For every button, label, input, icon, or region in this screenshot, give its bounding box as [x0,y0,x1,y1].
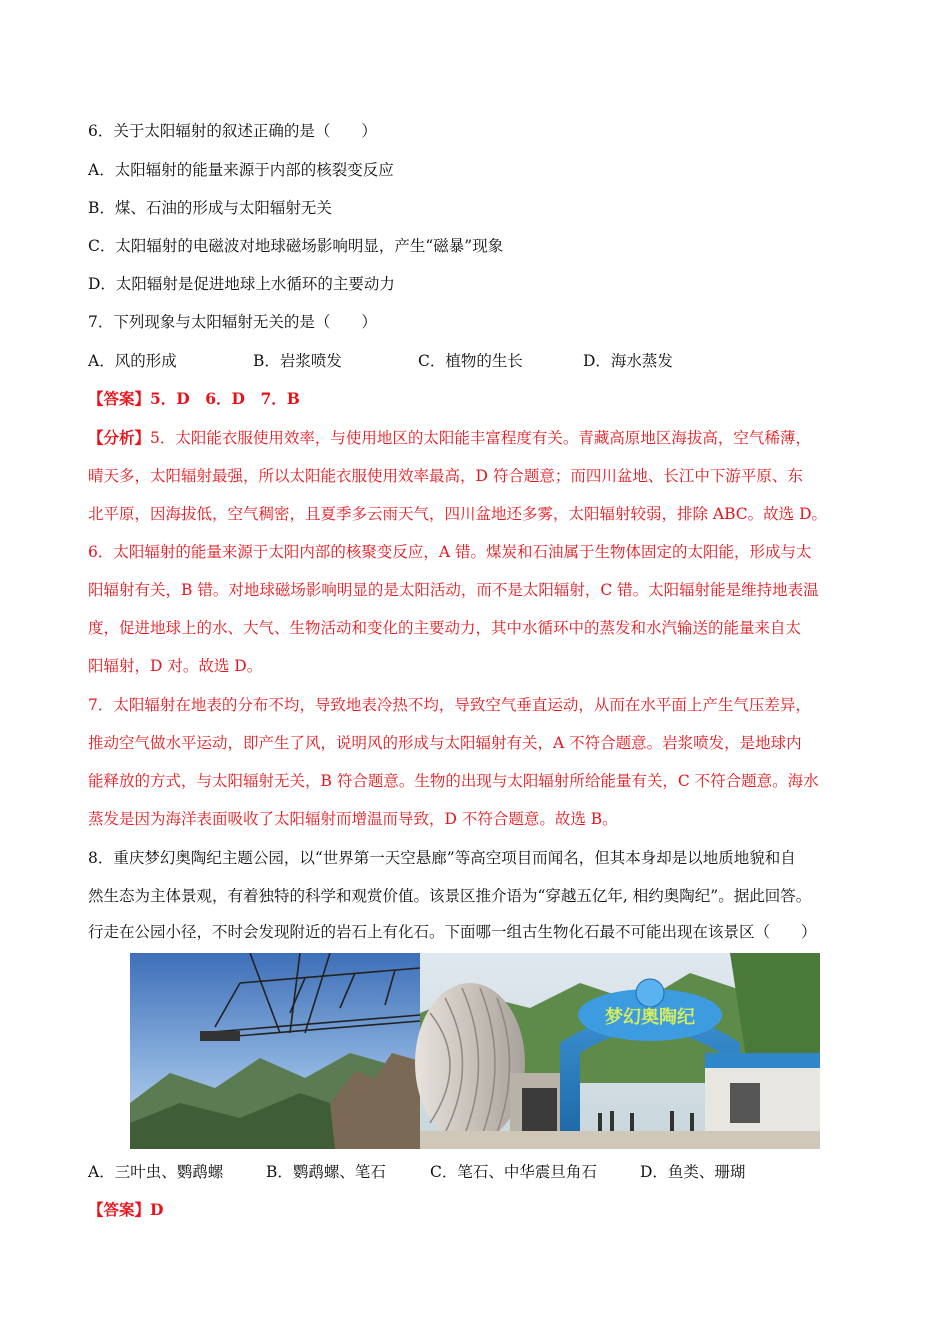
q6-stem: 6．关于太阳辐射的叙述正确的是（ ） [88,122,377,140]
park-entrance-photo [415,953,820,1149]
answer-label: 【答案】 [88,1200,151,1219]
answer-label: 【答案】 [88,389,151,408]
q8-option-a: A．三叶虫、鹦鹉螺 [88,1163,224,1181]
q7-option-b: B．岩浆喷发 [253,352,342,370]
analysis-line-3: 北平原，因海拔低，空气稠密，且夏季多云雨天气，四川盆地还多雾，太阳辐射较弱，排除 ABC。故选 D。 [88,505,828,523]
analysis-line-8: 7．太阳辐射在地表的分布不均，导致地表冷热不均，导致空气垂直运动，从而在水平面上产生气压差异， [88,696,811,714]
analysis-line-5: 阳辐射有关，B 错。对地球磁场影响明显的是太阳活动，而不是太阳辐射，C 错。太阳辐射能是维持地表温 [88,581,819,599]
q7-option-c: C．植物的生长 [418,352,523,370]
answer-text: D [150,1200,164,1219]
q7-option-d: D．海水蒸发 [583,352,673,370]
analysis-label: 【分析】 [88,428,151,447]
park-sign-text: 梦幻奥陶纪 [605,1007,695,1028]
answer-text: 5．D 6．D 7．B [150,389,300,408]
q8-line-2: 然生态为主体景观，有着独特的科学和观赏价值。该景区推介语为“穿越五亿年, 相约奥陶纪”。据此回答。 [88,887,812,905]
q8-line-1: 8．重庆梦幻奥陶纪主题公园，以“世界第一天空悬廊”等高空项目而闻名，但其本身却是以地质地貌和自 [88,849,796,867]
q6-option-c: C．太阳辐射的电磁波对地球磁场影响明显，产生“磁暴”现象 [88,237,504,255]
analysis-line-10: 能释放的方式，与太阳辐射无关，B 符合题意。生物的出现与太阳辐射所给能量有关，C 不符合题意。海水 [88,772,819,790]
q8-options [88,1161,745,1183]
analysis-line-9: 推动空气做水平运动，即产生了风，说明风的形成与太阳辐射有关，A 不符合题意。岩浆喷发，是地球内 [88,734,802,752]
q8-option-d: D．鱼类、珊瑚 [640,1163,746,1181]
analysis-line-4: 6．太阳辐射的能量来源于太阳内部的核聚变反应，A 错。煤炭和石油属于生物体固定的太阳能，形成与太 [88,543,812,561]
q8-line-3: 行走在公园小径，不时会发现附近的岩石上有化石。下面哪一组古生物化石最不可能出现在该景区（ ） [88,923,817,941]
analysis-line-1: 【分析】5．太阳能衣服使用效率，与使用地区的太阳能丰富程度有关。青藏高原地区海拔高，空气稀薄， [88,428,811,447]
analysis-line-6: 度，促进地球上的水、大气、生物活动和变化的主要动力，其中水循环中的蒸发和水汽输送的能量来自太 [88,619,802,637]
q7-stem: 7．下列现象与太阳辐射无关的是（ ） [88,313,377,331]
analysis-line-2: 晴天多，太阳辐射最强，所以太阳能衣服使用效率最高，D 符合题意；而四川盆地、长江中下游平原、东 [88,467,803,485]
q8-option-c: C．笔石、中华震旦角石 [430,1163,597,1181]
analysis-line-7: 阳辐射，D 对。故选 D。 [88,657,263,675]
q6-option-b: B．煤、石油的形成与太阳辐射无关 [88,199,332,217]
q8-option-b: B．鹦鹉螺、笔石 [266,1163,386,1181]
sky-corridor-photo [130,953,420,1149]
q6-option-a: A．太阳辐射的能量来源于内部的核裂变反应 [88,161,394,179]
analysis-line-11: 蒸发是因为海洋表面吸收了太阳辐射而增温而导致，D 不符合题意。故选 B。 [88,810,618,828]
answer-block-2 [88,1199,163,1221]
park-photo [130,953,820,1149]
q6-option-d: D．太阳辐射是促进地球上水循环的主要动力 [88,275,395,293]
q7-option-a: A．风的形成 [88,352,177,370]
q7-options [88,350,673,372]
answer-block-1 [88,388,300,410]
